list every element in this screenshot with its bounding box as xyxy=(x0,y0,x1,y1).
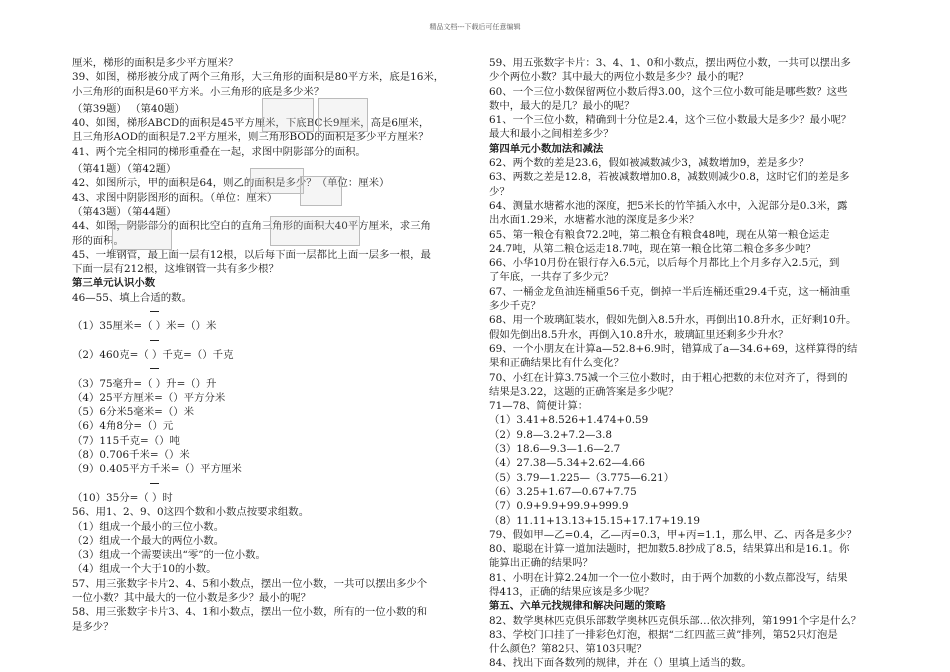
figure-44 xyxy=(270,216,360,246)
text-line: （7）0.9+9.9+99.9+999.9 xyxy=(489,500,629,513)
text-line: 得413，正确的结果应该是多少呢？ xyxy=(489,585,655,598)
text-line: 少个两位小数？其中最大的两位小数是多少？最小的呢？ xyxy=(489,71,749,84)
text-line: 41、两个完全相同的梯形重叠在一起，求图中阴影部分的面积。 xyxy=(72,145,366,158)
text-line: 65、第一粮仓有粮食72.2吨，第二粮仓有粮食48吨，现在从第一粮仓运走 xyxy=(489,228,830,241)
text-line: （1）组成一个最小的三位小数。 xyxy=(72,520,225,533)
text-line: （1）35厘米=（ ）米=（）米 xyxy=(72,320,217,333)
text-line: 小三角形的面积是60平方米。小三角形的底是多少米？ xyxy=(72,85,325,98)
section-heading: 第三单元认识小数 xyxy=(72,277,156,290)
text-line: （2）9.8—3.2+7.2—3.8 xyxy=(489,428,612,441)
text-line: 形的面积。 xyxy=(72,234,124,247)
text-line: （2）组成一个最大的两位小数。 xyxy=(72,534,225,547)
text-line: （9）0.405平方千米=（）平方厘米 xyxy=(72,463,242,476)
text-line: 79、假如甲—乙=0.4，乙—丙=0.3，甲+丙=1.1，那么甲、乙、丙各是多少？ xyxy=(489,528,857,541)
text-line: （3）75毫升=（ ）升=（）升 xyxy=(72,377,217,390)
text-line: （第43题）（第44题） xyxy=(72,205,177,218)
text-line: 59、用五张数字卡片：3、4、1、0和小数点，摆出两位小数，一共可以摆出多 xyxy=(489,57,851,69)
text-line: （7）115千克=（）吨 xyxy=(72,434,180,447)
text-line: 64、测量水塘蓄水池的深度，把5米长的竹竿插入水中，入泥部分是0.3米，露 xyxy=(489,199,848,212)
text-line: （6）4角8分=（）元 xyxy=(72,420,174,433)
text-line: 44、如图，阴影部分的面积比空白的直角三角形的面积大40平方厘米，求三角 xyxy=(72,220,431,233)
text-line: 82、数学奥林匹克俱乐部数学奥林匹克俱乐部…依次排列，第1991个字是什么？ xyxy=(489,614,862,627)
text-line: 84、找出下面各数列的规律，并在（）里填上适当的数。 xyxy=(489,657,752,670)
text-line: （10）35分=（ ）时 xyxy=(72,491,173,504)
text-line: 多少千克？ xyxy=(489,300,541,313)
text-line: 60、一个三位小数保留两位小数后得3.00，这个三位小数可能是哪些数？这些 xyxy=(489,85,848,98)
text-line: 最大和最小之间相差多少？ xyxy=(489,128,614,141)
text-line: 厘米，梯形的面积是多少平方厘米？ xyxy=(72,57,239,69)
text-line: 68、用一个玻璃缸装水，假如先倒入8.5升水，再倒出10.8升水，正好剩10升。 xyxy=(489,314,857,327)
text-line: 39、如图，梯形被分成了两个三角形，大三角形的面积是80平方米，底是16米， xyxy=(72,71,445,84)
text-line: 下面一层有212根，这堆钢管一共有多少根？ xyxy=(72,263,279,276)
text-line: 70、小红在计算3.75减一个三位小数时，由于粗心把数的末位对齐了，得到的 xyxy=(489,371,848,384)
text-line: 数中，最大的是几？最小的呢？ xyxy=(489,99,635,112)
text-line: （5）6分米5毫米=（）米 xyxy=(72,406,195,419)
text-line: 43、求图中阴影图形的面积。（单位：厘米） xyxy=(72,191,278,204)
text-line: （1）3.41+8.526+1.474+0.59 xyxy=(489,414,649,427)
section-heading: 第四单元小数加法和减法 xyxy=(489,142,604,155)
text-line: （3）组成一个需要读出“零”的一位小数。 xyxy=(72,549,266,562)
text-line: 81、小明在计算2.24加一个一位小数时，由于两个加数的小数点都没写，结果 xyxy=(489,571,848,584)
text-line: 67、一桶金龙鱼油连桶重56千克，倒掉一半后连桶还重29.4千克，这一桶油重 xyxy=(489,285,851,298)
fraction-bar xyxy=(72,362,468,376)
figure-43 xyxy=(112,224,172,250)
page-header: 精品文档---下载后可任意编辑 xyxy=(429,23,521,31)
fraction-bar xyxy=(72,305,468,319)
text-line: （4）27.38—5.34+2.62—4.66 xyxy=(489,457,646,470)
text-line: （3）18.6—9.3—1.6—2.7 xyxy=(489,443,621,456)
text-line: （4）25平方厘米=（）平方分米 xyxy=(72,391,226,404)
text-line: 83、学校门口挂了一排彩色灯泡，根据“二红四蓝三黄”排列，第52只灯泡是 xyxy=(489,628,838,641)
figure-40 xyxy=(318,98,368,132)
text-line: 结果是3.22，这题的正确答案是多少呢？ xyxy=(489,385,679,398)
text-line: 46—55、填上合适的数。 xyxy=(72,291,192,304)
text-line: 62、两个数的差是23.6，假如被减数减少3，减数增加9，差是多少？ xyxy=(489,157,809,170)
text-line: （5）3.79—1.225—（3.775—6.21） xyxy=(489,471,675,484)
text-line: 能算出正确的结果吗？ xyxy=(489,557,593,570)
fraction-bar xyxy=(72,334,468,348)
text-line: 71—78、简便计算： xyxy=(489,400,589,413)
text-line: 80、聪聪在计算一道加法题时，把加数5.8抄成了8.5，结果算出和是16.1。你 xyxy=(489,543,850,556)
text-line: （4）组成一个大于10的小数。 xyxy=(72,563,217,576)
text-line: 果和正确结果比有什么变化？ xyxy=(489,357,625,370)
text-line: 24.7吨，从第二粮仓运走18.7吨，现在第一粮仓比第二粮仓多多少吨？ xyxy=(489,242,816,255)
text-line: 69、一个小朋友在计算a—52.8+6.9时，错算成了a—34.6+69，这样算得的结 xyxy=(489,342,858,355)
text-line: （第39题） （第40题） xyxy=(72,102,185,115)
text-line: （第41题）（第42题） xyxy=(72,163,177,176)
text-line: 少？ xyxy=(489,185,510,198)
text-line: （6）3.25+1.67—0.67+7.75 xyxy=(489,485,637,498)
text-line: 一位小数？其中最大的一位小数是多少？最小的呢？ xyxy=(72,591,311,604)
text-line: （8）11.11+13.13+15.15+17.17+19.19 xyxy=(489,514,700,527)
text-line: 40、如图，梯形ABCD的面积是45平方厘米，下底BC长9厘米，高是6厘米， xyxy=(72,117,430,130)
text-line: 是多少？ xyxy=(72,620,114,633)
figure-41 xyxy=(250,168,304,194)
text-line: 什么颜色？第82只、第103只呢？ xyxy=(489,643,647,656)
text-line: 42、如图所示，甲的面积是64，则乙的面积是多少？（单位：厘米） xyxy=(72,177,390,190)
text-line: 假如先倒出8.5升水，再倒入10.8升水，玻璃缸里还剩多少升水？ xyxy=(489,328,789,341)
text-line: 45、一堆钢管，最上面一层有12根，以后每下面一层都比上面一层多一根，最 xyxy=(72,248,431,261)
fraction-bar xyxy=(72,477,468,491)
right-column xyxy=(489,56,887,671)
left-column xyxy=(72,56,468,634)
text-line: （8）0.706千米=（）米 xyxy=(72,449,190,462)
text-line: 58、用三张数字卡片3、4、1和小数点，摆出一位小数，所有的一位小数的和 xyxy=(72,606,428,619)
text-line: 且三角形AOD的面积是7.2平方厘米，则三角形BOD的面积是多少平方厘米？ xyxy=(72,131,429,144)
text-line: （2）460克=（ ）千克=（）千克 xyxy=(72,348,234,361)
text-line: 63、两数之差是12.8，若被减数增加0.8，减数则减少0.8，这时它们的差是多 xyxy=(489,171,850,184)
text-line: 66、小华10月份在银行存入6.5元，以后每个月都比上个月多存入2.5元，到 xyxy=(489,257,840,270)
text-line: 56、用1、2、9、0这四个数和小数点按要求组数。 xyxy=(72,506,310,519)
figure-39 xyxy=(262,98,314,132)
text-line: 61、一个三位小数，精确到十分位是2.4，这个三位小数最大是多少？最小呢？ xyxy=(489,114,852,127)
text-line: 了年底，一共存了多少元？ xyxy=(489,271,614,284)
section-heading: 第五、六单元找规律和解决问题的策略 xyxy=(489,600,666,613)
text-line: 出水面1.29米，水塘蓄水池的深度是多少米？ xyxy=(489,214,700,227)
text-line: 57、用三张数字卡片2、4、5和小数点，摆出一位小数，一共可以摆出多少个 xyxy=(72,577,428,590)
figure-42 xyxy=(300,176,342,206)
